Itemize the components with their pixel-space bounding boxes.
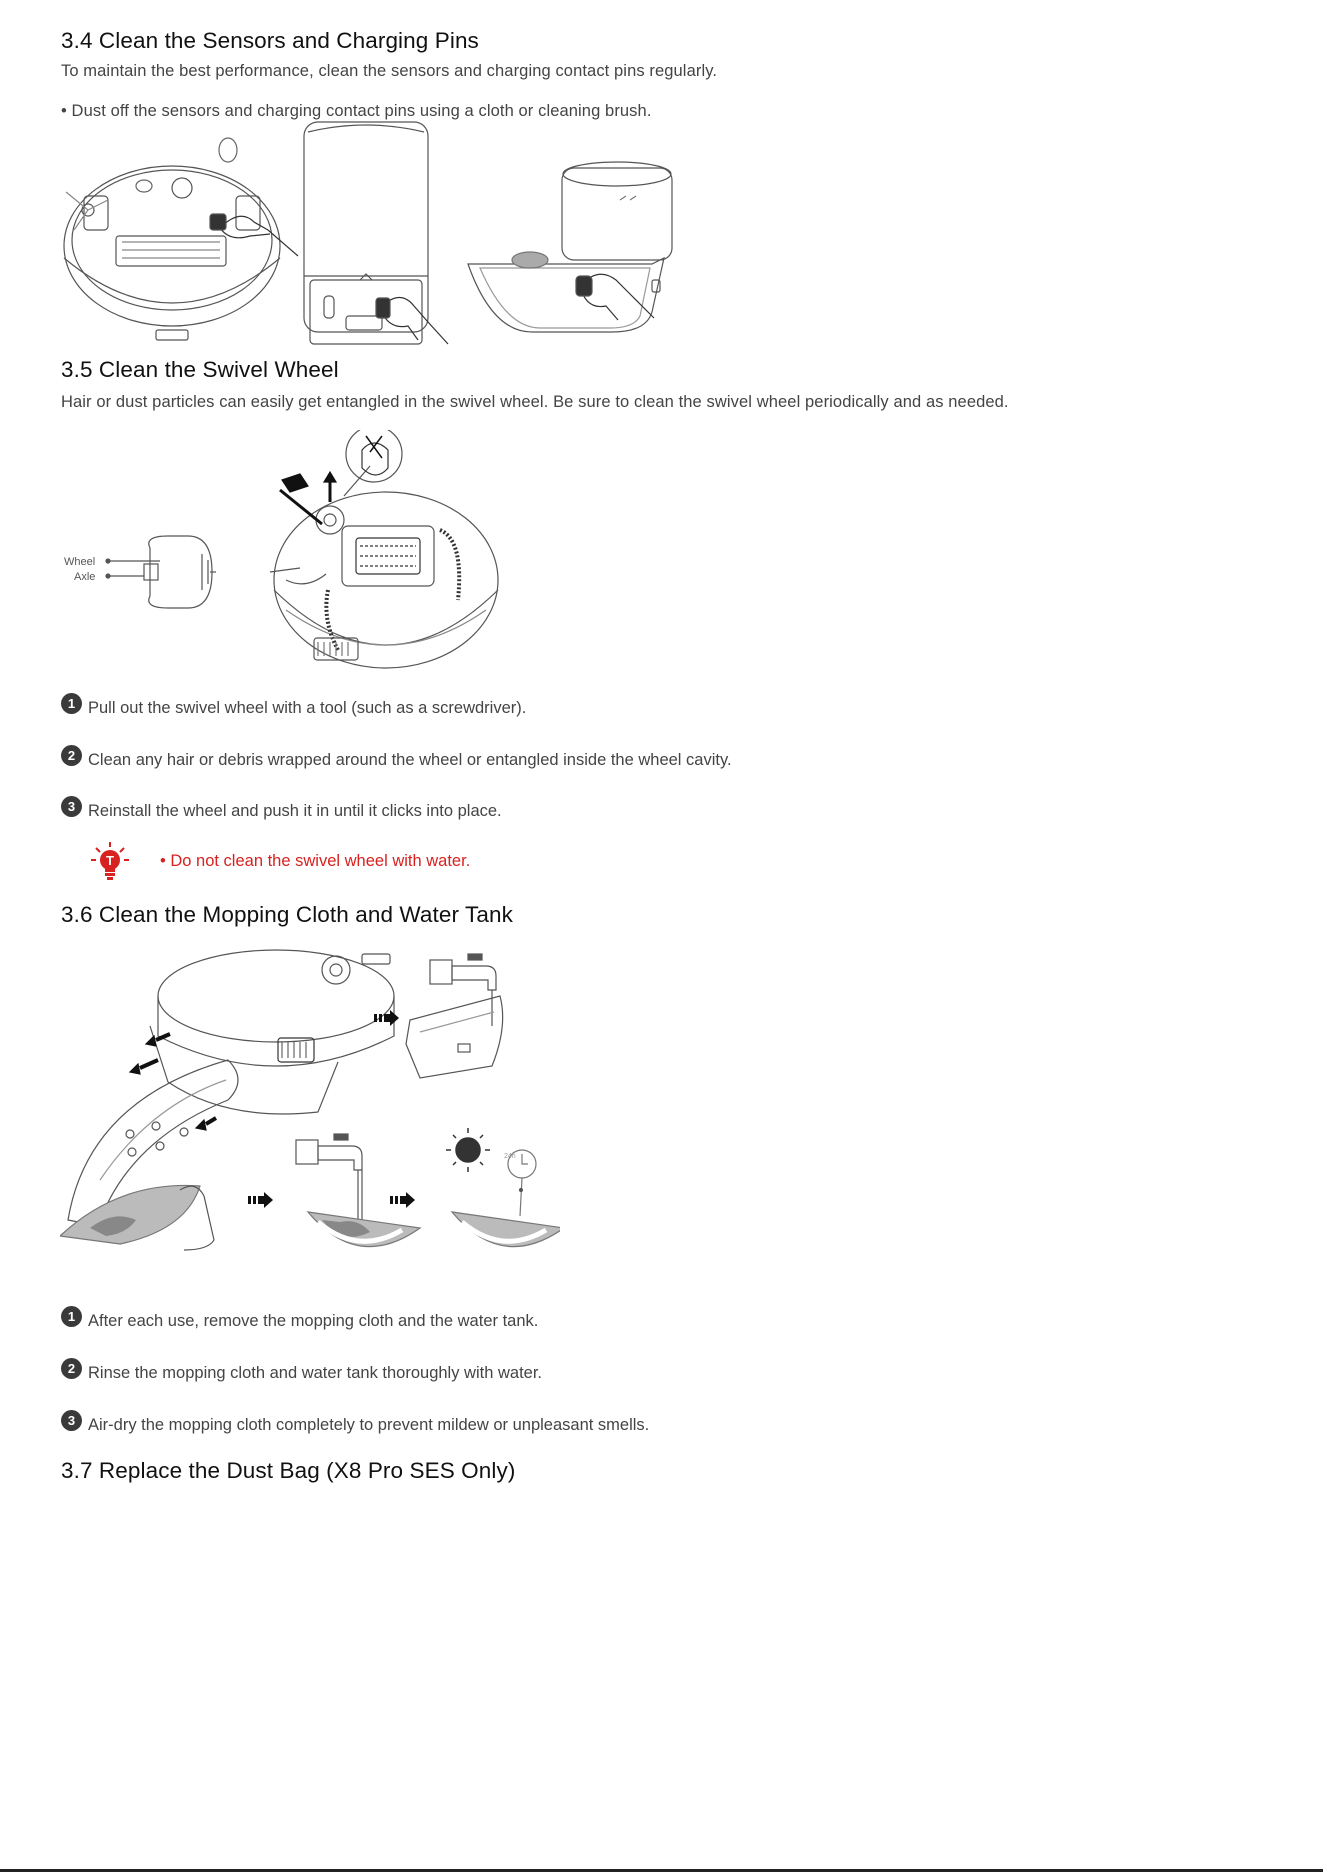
mop-step-1 [61,1311,538,1332]
mop-step-3 [61,1415,649,1436]
heading-3-7: 3.7 Replace the Dust Bag (X8 Pro SES Only) [61,1458,516,1483]
robot-remove-tank-drawing [130,950,394,1114]
wheel-label: Wheel [64,556,96,568]
axle-label: Axle [74,571,96,583]
tip-note [90,840,470,882]
heading-3-5: 3.5 Clean the Swivel Wheel [61,357,339,382]
bullet-3-4: • Dust off the sensors and charging contact pins using a cloth or cleaning brush. [61,102,652,120]
step-number-badge: 2 [61,745,82,766]
mop-cloth-rinse-drawing [308,1212,420,1247]
step-text: After each use, remove the mopping cloth and the water tank. [88,1312,539,1330]
mop-tank-illustration [60,940,560,1280]
step-number-badge: 1 [61,1306,82,1327]
step-number-badge: 3 [61,796,82,817]
sensors-pins-illustration [60,118,690,350]
dry-time-label: 24h [504,1153,516,1160]
heading-3-4: 3.4 Clean the Sensors and Charging Pins [61,28,479,53]
mop-cloth-removal-drawing [60,1060,238,1250]
robot-swivel-removal-drawing [270,430,498,668]
step-number-badge: 3 [61,1410,82,1431]
swivel-wheel-illustration [60,430,510,685]
wheel-axle-detail [64,536,216,608]
intro-3-4: To maintain the best performance, clean the sensors and charging contact pins regularly. [61,62,718,80]
intro-3-5: Hair or dust particles can easily get entangled in the swivel wheel. Be sure to clean the swivel wheel periodically and as needed. [61,393,1009,411]
lightbulb-tip-icon [90,840,130,882]
sun-icon [446,1128,490,1172]
svg-text:T: T [106,853,114,868]
step-text: Reinstall the wheel and push it in until it clicks into place. [88,802,502,820]
auto-empty-station-drawing [304,122,448,344]
step-text: Pull out the swivel wheel with a tool (such as a screwdriver). [88,699,527,717]
swivel-step-3 [61,801,502,822]
mop-cloth-dry-drawing [452,1212,560,1247]
charging-dock-drawing [468,162,672,332]
tip-text: • Do not clean the swivel wheel with water. [160,851,471,870]
step-text: Rinse the mopping cloth and water tank thoroughly with water. [88,1364,543,1382]
swivel-step-1 [61,698,526,719]
robot-underside-drawing [64,138,298,340]
step-number-badge: 1 [61,693,82,714]
step-number-badge: 2 [61,1358,82,1379]
clock-icon [504,1150,536,1216]
heading-3-6: 3.6 Clean the Mopping Cloth and Water Tank [61,902,513,927]
mop-step-2 [61,1363,542,1384]
step-text: Air-dry the mopping cloth completely to prevent mildew or unpleasant smells. [88,1416,650,1434]
arrow-right-icon [390,1192,415,1208]
water-tank-rinse-drawing [406,954,503,1078]
swivel-step-2 [61,750,732,771]
step-text: Clean any hair or debris wrapped around the wheel or entangled inside the wheel cavity. [88,751,732,769]
arrow-right-icon [248,1192,273,1208]
